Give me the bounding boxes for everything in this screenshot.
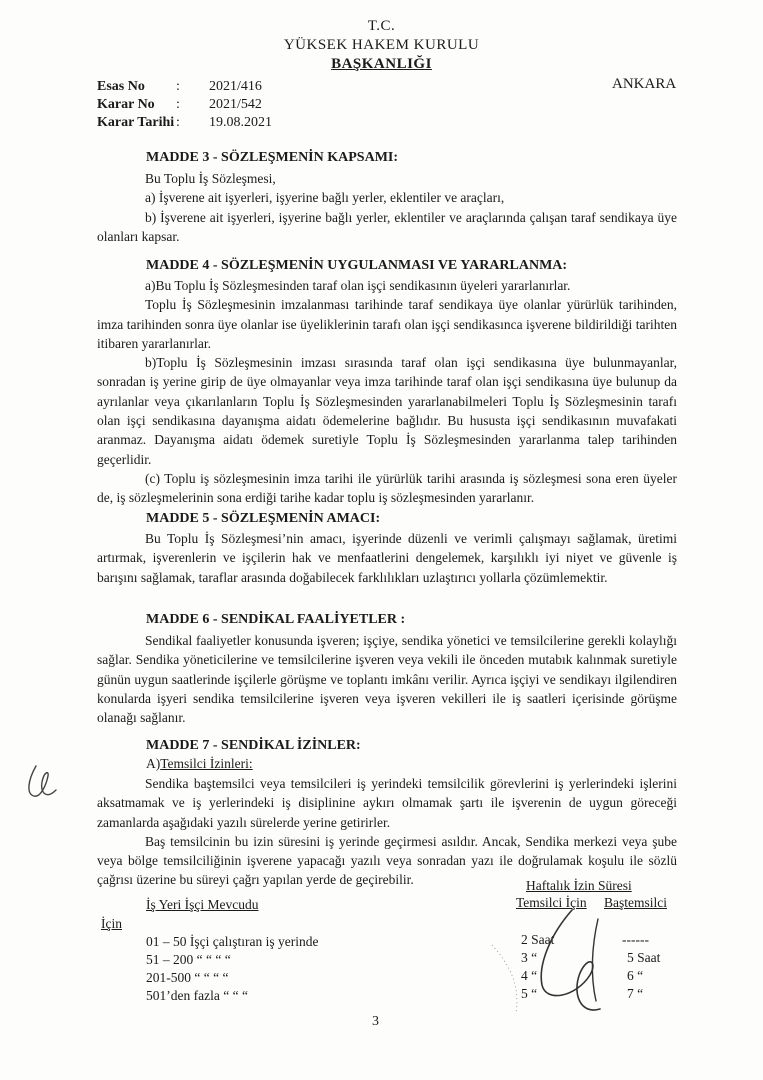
table-header-workplace: İş Yeri İşçi Mevcudu [146,897,259,912]
article-7-heading: MADDE 7 - SENDİKAL İZİNLER: [146,738,361,753]
paragraph: Baş temsilcinin bu izin süresini iş yerinde geçirmesi asıldır. Ancak, Sendika merkezi veya şube veya bölge temsilciliğinin işverene yapacağı yazılı veya sonradan yazı ile doğrulamak koşulu ile sözlü çağrısı üzerine bu süreyi çağrı yapılan yerde de geçirebilir. [97,833,677,888]
table-row-range: 201-500 “ “ “ “ [146,970,229,985]
table-row-chief: 5 Saat [627,950,661,965]
paragraph: a) İşverene ait işyerleri, işyerine bağlı yerler, eklentiler ve araçları, [145,190,505,206]
article-5-body [97,529,677,587]
meta-sep: : [176,115,180,130]
article-4-body [97,276,677,508]
table-row-chief: 6 “ [627,968,644,983]
table-row-range: 501’den fazla “ “ “ [146,988,248,1003]
table-header-weekly: Haftalık İzin Süresi [526,878,632,893]
meta-label: Karar No [97,97,155,112]
paragraph: Sendika baştemsilci veya temsilcileri iş yerindeki temsilcilik görevlerini iş yerlerindeki işlerini aksatmamak ve iş yerlerindeki iş disiplinine aykırı olmamak şartı ile işverenin de uygun göreceği zamanlarda aşağıdaki yazılı sürelerde yerine getirirler. [97,776,677,830]
paragraph: Toplu İş Sözleşmesinin imzalanması tarihinde taraf sendikaya üye olanlar yürürlük tarihinden, imza tarihinden sonra üye olanlar ise üyeliklerinin tarafı olan işçi sendikasınca işverene bildirildiği tarihten itibaren yararlanırlar. [97,297,677,351]
table-header-representative: Temsilci İçin [516,895,587,910]
meta-value: 19.08.2021 [209,115,272,130]
header-tc: T.C. [367,18,396,34]
paragraph: Sendikal faaliyetler konusunda işveren; işçiye, sendika yönetici ve temsilcilerine gerekli kolaylığı sağlar. Sendika yöneticilerine ve temsilcilerine işveren veya vekili ile önceden mutabık kalınmak suretiyle günün uygun saatlerinde işçilerle görüşme ve toplantı imkânı verilir. Ayrıca işçiyi ve sendikayı ilgilendiren konularda işyeri sendika temsilcilerine işveren veya işveren vekilleri ile iş saatleri içerisinde görüşme olanağı sağlanır. [97,633,677,726]
table-row-representative: 3 “ [521,950,538,965]
meta-sep: : [176,79,180,94]
table-row-chief: ------ [622,932,649,947]
article-3-body [97,169,677,246]
paragraph: Bu Toplu İş Sözleşmesi, [145,171,276,186]
meta-label: Esas No [97,79,145,94]
article-6-body [97,631,677,727]
paragraph: Bu Toplu İş Sözleşmesi’nin amacı, işyerinde düzenli ve verimli çalışmayı sağlamak, üretimi artırmak, işverenlerin ve işçilerin hak ve menfaatlerini dengelemek, karşılıklı iyi niyet ve güvenle iş barışını sağlamak, taraflar arasında doğabilecek farklılıkları uzlaştırıcı yollarla çözümlemektir. [97,531,677,585]
table-row-representative: 2 Saat [521,932,555,947]
subtitle-prefix: A) [146,756,161,771]
handwritten-signature [480,905,670,1020]
meta-label: Karar Tarihi [97,115,175,130]
table-row-range: 51 – 200 “ “ “ “ [146,952,231,967]
header-presidency: BAŞKANLIĞI [331,56,432,72]
table-header-chief: Baştemsilci [604,895,667,910]
meta-value: 2021/542 [209,97,262,112]
header-city: ANKARA [612,76,677,92]
margin-initial-signature [22,760,62,810]
paragraph: (c) Toplu iş sözleşmesinin imza tarihi ile yürürlük tarihi arasında iş sözleşmesi sona eren üyeler de, iş sözleşmelerinin sona erdiği tarihe kadar toplu iş sözleşmesinden yararlanır. [97,470,677,506]
header-institution: YÜKSEK HAKEM KURULU [283,37,480,53]
article-3-heading: MADDE 3 - SÖZLEŞMENİN KAPSAMI: [146,150,399,165]
paragraph: b)Toplu İş Sözleşmesinin imzası sırasında taraf olan işçi sendikasına üye bulunmayanlar, sonradan iş yerine girip de üye olmayanlar veya imza tarihinde taraf olan işçi sendikasına üye bulunup da ayrılanlar veya çıkarılanların Toplu İş Sözleşmesinden yararlanabilmeleri Toplu İş Sözleşmesinin tarafı olan işçi sendikasına dayanışma aidatı ödemelerine bağlıdır. Bu hususta işçi sendikasının muvafakati aranmaz. Dayanışma aidatı ödemek suretiyle Toplu İş Sözleşmesinden yararlanma talep tarihinden geçerlidir. [97,355,677,467]
table-row-representative: 4 “ [521,968,538,983]
paragraph: a)Bu Toplu İş Sözleşmesinden taraf olan işçi sendikasının üyeleri yararlanırlar. [145,278,571,293]
article-4-heading: MADDE 4 - SÖZLEŞMENİN UYGULANMASI VE YARARLANMA: [146,258,568,273]
subtitle-text: Temsilci İzinleri: [160,756,253,771]
meta-sep: : [176,97,180,112]
article-7-body [97,774,677,890]
article-5-heading: MADDE 5 - SÖZLEŞMENİN AMACI: [146,511,381,526]
table-for-label: İçin [101,916,122,931]
article-7-subtitle [146,756,253,772]
table-row-representative: 5 “ [521,986,538,1001]
table-row-range: 01 – 50 İşçi çalıştıran iş yerinde [146,934,319,949]
table-row-chief: 7 “ [627,986,644,1001]
page-number: 3 [372,1014,379,1029]
paragraph: b) İşverene ait işyerleri, işyerine bağlı yerler, eklentiler ve araçlarında çalışan taraf sendikaya üye olanları kapsar. [97,209,677,244]
article-6-heading: MADDE 6 - SENDİKAL FAALİYETLER : [146,612,406,627]
meta-value: 2021/416 [209,79,262,94]
